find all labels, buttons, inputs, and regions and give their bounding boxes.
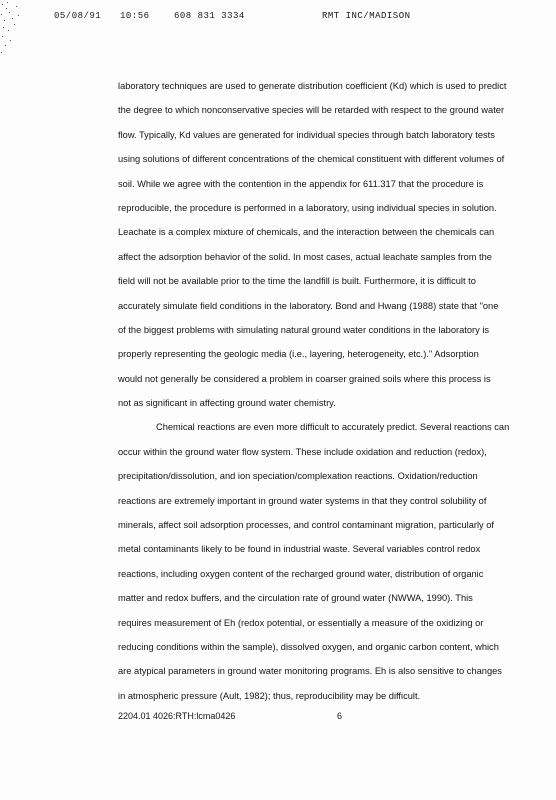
fax-phone-number: 608 831 3334 — [174, 11, 245, 21]
text-line: reactions, including oxygen content of the recharged ground water, distribution of organic — [118, 568, 484, 579]
text-line: in atmospheric pressure (Ault, 1982); thus, reproducibility may be difficult. — [118, 690, 421, 701]
paragraph-chemical-reactions — [118, 415, 554, 708]
text-line: using solutions of different concentrations of the chemical constituent with different volumes of — [118, 154, 505, 165]
text-line: laboratory techniques are used to generate distribution coefficient (Kd) which is used to predict — [118, 81, 507, 91]
text-line: not as significant in affecting ground water chemistry. — [118, 398, 336, 409]
text-line: precipitation/dissolution, and ion speciation/complexation reactions. Oxidation/reduction — [118, 471, 478, 482]
text-line: properly representing the geologic media (i.e., layering, heterogeneity, etc.)." Adsorption — [118, 349, 479, 360]
text-line: reproducible, the procedure is performed in a laboratory, using individual species in solution. — [118, 202, 497, 213]
body-text — [118, 74, 554, 708]
text-line: field will not be available prior to the time the landfill is built. Furthermore, it is difficult to — [118, 276, 476, 287]
text-line: accurately simulate field conditions in the laboratory. Bond and Hwang (1988) state that "one — [118, 300, 499, 311]
text-line: are atypical parameters in ground water monitoring programs. Eh is also sensitive to changes — [118, 666, 502, 677]
fax-date: 05/08/91 — [54, 11, 102, 21]
document-code: 2204.01 4026:RTH:lcma0426 — [118, 711, 236, 721]
text-line: metal contaminants likely to be found in industrial waste. Several variables control redox — [118, 544, 481, 555]
page-number: 6 — [337, 711, 343, 721]
text-line: Chemical reactions are even more difficult to accurately predict. Several reactions can — [156, 422, 510, 433]
text-line: soil. While we agree with the contention in the appendix for 611.317 that the procedure is — [118, 178, 484, 189]
text-line: flow. Typically, Kd values are generated for individual species through batch laboratory tests — [118, 129, 495, 140]
text-line: matter and redox buffers, and the circulation rate of ground water (NWWA, 1990). This — [118, 593, 473, 604]
text-line: Leachate is a complex mixture of chemicals, and the interaction between the chemicals can — [118, 227, 495, 238]
text-line: of the biggest problems with simulating natural ground water conditions in the laboratory is — [118, 324, 490, 335]
text-line: occur within the ground water flow system. These include oxidation and reduction (redox), — [118, 446, 487, 457]
text-line: requires measurement of Eh (redox potential, or essentially a measure of the oxidizing or — [118, 617, 484, 628]
fax-sender: RMT INC/MADISON — [322, 11, 411, 21]
text-line: reducing conditions within the sample), dissolved oxygen, and organic carbon content, which — [118, 641, 499, 652]
text-line: the degree to which nonconservative species will be retarded with respect to the ground water — [118, 105, 505, 116]
scan-noise-speckle — [0, 0, 26, 60]
text-line: affect the adsorption behavior of the solid. In most cases, actual leachate samples from the — [118, 251, 492, 262]
paragraph-adsorption — [118, 74, 554, 415]
fax-time: 10:56 — [120, 11, 150, 21]
text-line: minerals, affect soil adsorption processes, and control contaminant migration, particularly of — [118, 520, 495, 531]
text-line: would not generally be considered a problem in coarser grained soils where this process is — [118, 373, 491, 384]
fax-transmission-header — [54, 11, 554, 25]
text-line: reactions are extremely important in ground water systems in that they control solubility of — [118, 495, 487, 506]
